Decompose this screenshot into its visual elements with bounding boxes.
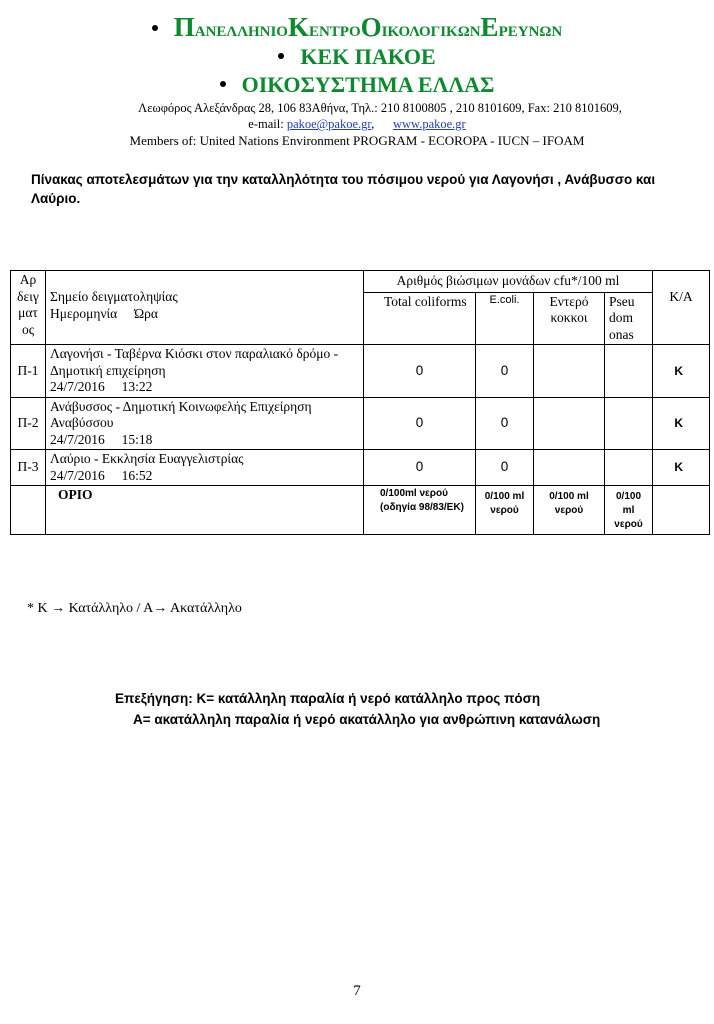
- limit-ecoli: 0/100 ml νερού: [476, 486, 534, 535]
- address: Λεωφόρος Αλεξάνδρας 28, 106 83Αθήνα, Τηλ.: 210 8100805 , 210 8101609, Fax: 210 8101609,: [138, 101, 622, 115]
- results-table: [10, 270, 710, 535]
- ka-value: Κ: [653, 345, 710, 398]
- ka-value: Κ: [653, 397, 710, 450]
- datetime-text: 24/7/2016 15:18: [50, 431, 153, 447]
- table-row: [11, 450, 710, 486]
- header-text: Pseu: [609, 293, 635, 309]
- org-word: ΕΝΤΡΟ: [308, 24, 361, 40]
- organization-name: [0, 12, 714, 43]
- page-number: 7: [353, 983, 361, 999]
- pseudomonas-value: [605, 345, 653, 398]
- sample-id: Π-3: [11, 450, 46, 486]
- datetime-text: 24/7/2016 16:52: [50, 467, 153, 483]
- kek-heading: [0, 44, 714, 70]
- document-title: Πίνακας αποτελεσμάτων για την καταλληλότητα του πόσιμου νερού για Λαγονήσι , Ανάβυσσο και Λαύριο.: [31, 172, 656, 206]
- sample-place: [46, 450, 364, 486]
- header-text: δειγ: [17, 288, 39, 304]
- ecoli-value: 0: [476, 345, 534, 398]
- place-text: Λαύριο - Εκκλησία Ευαγγελιστρίας: [50, 451, 244, 466]
- org-word: ΡΕΥΝΩΝ: [498, 24, 563, 40]
- footnote: * Κ → Κατάλληλο / Α→ Ακατάλληλο: [27, 601, 242, 616]
- ecosystem-text: ΟΙΚΟΣΥΣΤΗΜΑ ΕΛΛΑΣ: [241, 72, 495, 97]
- place-text: Ανάβυσσος - Δημοτική Κοινωφελής Επιχείρηση Αναβύσσου: [50, 398, 312, 430]
- table-row: [11, 345, 710, 398]
- limit-empty-cell: [11, 486, 46, 535]
- org-word: ΙΚΟΛΟΓΙΚΩΝ: [381, 24, 481, 40]
- header-text: onas: [609, 326, 634, 342]
- email-suffix: ,: [371, 117, 375, 131]
- table-row: [11, 397, 710, 450]
- bullet-icon: [278, 53, 284, 59]
- total-coliforms-value: 0: [364, 397, 476, 450]
- org-word: ΑΝΕΛΛΗΝΙΟ: [194, 24, 288, 40]
- place-text: Λαγονήσι - Ταβέρνα Κιόσκι στον παραλιακό δρόμο - Δημοτική επιχείρηση: [50, 346, 339, 378]
- header-ecoli: E.coli.: [476, 292, 534, 345]
- sample-place: [46, 345, 364, 398]
- members-line: Members of: United Nations Environment PROGRAM - ECOROPA - IUCN – IFOAM: [129, 133, 585, 148]
- header-text: ος: [21, 321, 35, 337]
- limit-row: [11, 486, 710, 535]
- sample-id: Π-2: [11, 397, 46, 450]
- limit-enterococci: 0/100 ml νερού: [534, 486, 605, 535]
- header-sample-number: [11, 271, 46, 345]
- ka-value: Κ: [653, 450, 710, 486]
- header-text: Ημερομηνία Ώρα: [50, 305, 158, 321]
- bullet-icon: [220, 81, 226, 87]
- email-label: e-mail:: [248, 117, 284, 131]
- org-initial: Π: [173, 12, 195, 42]
- org-initial: Κ: [287, 12, 309, 42]
- limit-label: ΟΡΙΟ: [46, 486, 364, 535]
- ecoli-value: 0: [476, 397, 534, 450]
- org-initial: Ε: [480, 12, 499, 42]
- limit-ka-empty: [653, 486, 710, 535]
- org-initial: Ο: [360, 12, 382, 42]
- enterococci-value: [534, 450, 605, 486]
- ecosystem-heading: [0, 72, 714, 98]
- contact-line: [0, 117, 714, 132]
- header-pseudomonas: [605, 292, 653, 345]
- ecoli-value: 0: [476, 450, 534, 486]
- pseudomonas-value: [605, 397, 653, 450]
- header-text: Αρ: [19, 272, 37, 287]
- email-link[interactable]: pakoe@pakoe.gr: [286, 117, 372, 131]
- table-header-row: [11, 271, 710, 293]
- header-text: dom: [609, 310, 634, 325]
- header-enterococci: Εντερό κοκκοι: [534, 292, 605, 345]
- header-ka: Κ/Α: [653, 271, 710, 345]
- limit-pseudomonas: 0/100 ml νερού: [605, 486, 653, 535]
- header-sampling-point: [46, 271, 364, 345]
- header-text: Σημείο δειγματοληψίας: [50, 289, 178, 304]
- total-coliforms-value: 0: [364, 450, 476, 486]
- limit-total-coliforms: 0/100ml νερού (οδηγία 98/83/ΕΚ): [364, 486, 476, 535]
- sample-id: Π-1: [11, 345, 46, 398]
- header-text: ματ: [18, 305, 38, 320]
- pseudomonas-value: [605, 450, 653, 486]
- header-counts: Αριθμός βιώσιμων μονάδων cfu*/100 ml: [364, 271, 653, 293]
- website-link[interactable]: www.pakoe.gr: [392, 117, 466, 131]
- bullet-icon: [152, 25, 158, 31]
- sample-place: [46, 397, 364, 450]
- header-total-coliforms: Total coliforms: [364, 292, 476, 345]
- enterococci-value: [534, 345, 605, 398]
- enterococci-value: [534, 397, 605, 450]
- datetime-text: 24/7/2016 13:22: [50, 379, 153, 394]
- kek-text: ΚΕΚ ΠΑΚΟΕ: [300, 44, 436, 69]
- explanation-line-1: Επεξήγηση: Κ= κατάλληλη παραλία ή νερό κατάλληλο προς πόση: [115, 691, 541, 706]
- explanation-line-2: Α= ακατάλληλη παραλία ή νερό ακατάλληλο για ανθρώπινη κατανάλωση: [133, 712, 601, 727]
- total-coliforms-value: 0: [364, 345, 476, 398]
